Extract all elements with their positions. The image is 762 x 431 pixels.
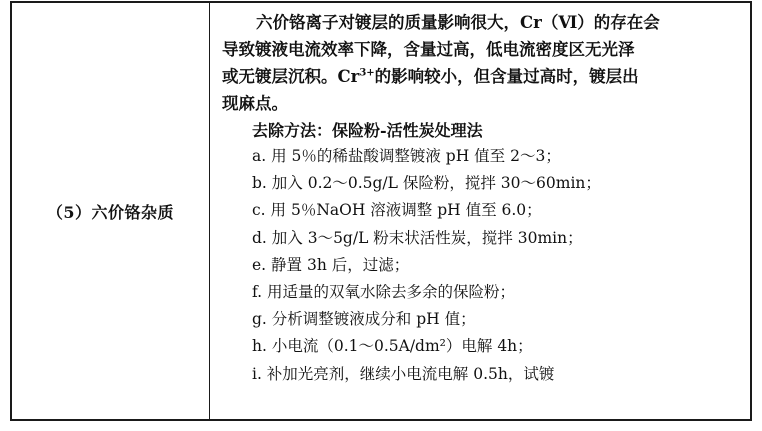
- removal-steps-list: [222, 143, 740, 388]
- description-line-1: 六价铬离子对镀层的质量影响很大，Cr（Ⅵ）的存在会: [256, 13, 660, 32]
- impurity-detail-cell: [210, 3, 750, 419]
- removal-step-i: i. 补加光亮剂，继续小电流电解 0.5h，试镀: [252, 364, 555, 383]
- removal-step-b: b. 加入 0.2～0.5g/L 保险粉，搅拌 30～60min；: [252, 174, 601, 193]
- description-line-3-a: 或无镀层沉积。Cr: [222, 67, 360, 86]
- description-line-3-b: 的影响较小，但含量过高时，镀层出: [374, 67, 639, 86]
- removal-step-h: h. 小电流（0.1～0.5A/dm²）电解 4h；: [252, 337, 533, 356]
- description-line-2: 导致镀液电流效率下降，含量过高，低电流密度区无光泽: [222, 40, 635, 59]
- removal-step-g: g. 分析调整镀液成分和 pH 值；: [252, 310, 476, 329]
- description-line-3: [222, 63, 740, 90]
- cr3-superscript: 3+: [359, 67, 375, 79]
- removal-step-e: e. 静置 3h 后，过滤；: [252, 255, 410, 274]
- removal-step-f: f. 用适量的双氧水除去多余的保险粉；: [252, 283, 516, 302]
- removal-method-title: 去除方法：保险粉-活性炭处理法: [252, 121, 483, 140]
- impurity-name-cell: [12, 3, 210, 419]
- impurity-description: [222, 9, 740, 117]
- removal-step-c: c. 用 5％NaOH 溶液调整 pH 值至 6.0；: [252, 201, 542, 220]
- removal-step-a: a. 用 5％的稀盐酸调整镀液 pH 值至 2～3；: [252, 147, 561, 165]
- description-line-4: 现麻点。: [222, 94, 288, 113]
- removal-step-d: d. 加入 3～5g/L 粉末状活性炭，搅拌 30min；: [252, 228, 583, 247]
- impurity-table: [10, 1, 752, 421]
- impurity-name: （5）六价铬杂质: [46, 202, 175, 222]
